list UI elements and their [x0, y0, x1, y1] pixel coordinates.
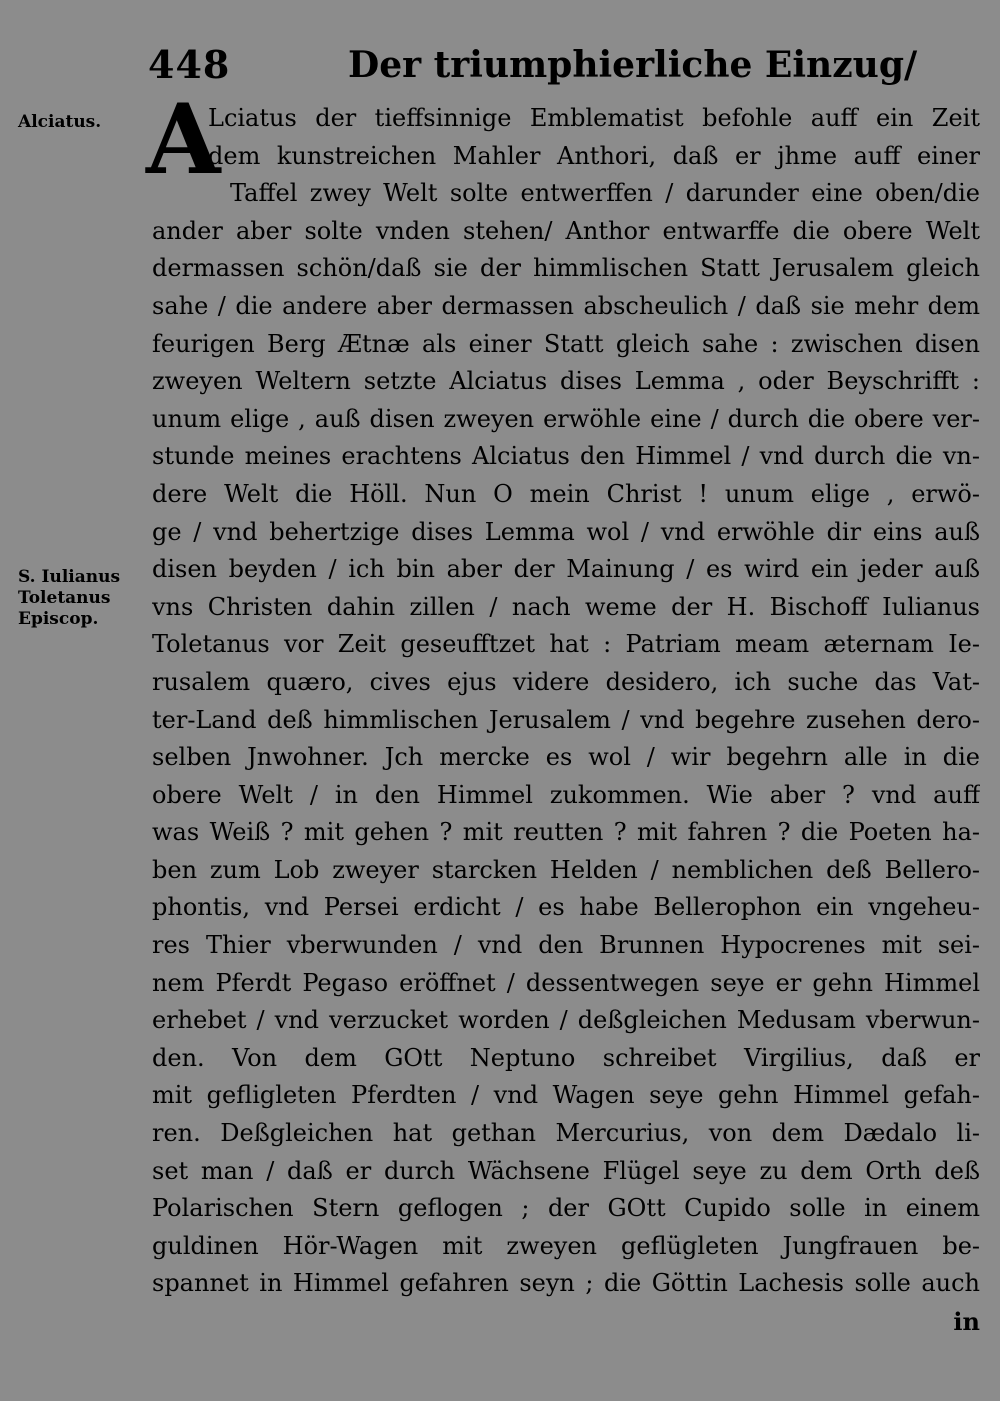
text-line: unum elige , auß disen zweyen erwöhle eine / durch die obere ver- — [152, 404, 980, 433]
text-line: obere Welt / in den Himmel zukommen. Wie aber ? vnd auff — [152, 780, 980, 809]
text-line: ander aber solte vnden stehen/ Anthor entwarffe die obere Welt — [152, 216, 980, 245]
text-line: vns Christen dahin zillen / nach weme der H. Bischoff Iulianus — [152, 592, 980, 621]
text-line: guldinen Hör-Wagen mit zweyen geflügleten Jungfrauen be- — [152, 1231, 980, 1260]
margin-note-iulianus — [18, 567, 120, 630]
text-line: Toletanus vor Zeit geseufftzet hat : Patriam meam æternam Ie- — [152, 630, 980, 659]
text-line: dere Welt die Höll. Nun O mein Christ ! unum elige , erwö- — [152, 479, 980, 508]
text-line: set man / daß er durch Wächsene Flügel seye zu dem Orth deß — [152, 1156, 980, 1185]
text-line: nem Pferdt Pegaso eröffnet / dessentwegen seye er gehn Himmel — [152, 968, 980, 997]
text-line: Lciatus der tieffsinnige Emblematist befohle auff ein Zeit — [208, 104, 980, 132]
drop-cap: A — [146, 83, 221, 196]
margin-note-line: Toletanus — [18, 588, 111, 608]
text-line: sahe / die andere aber dermassen abscheulich / daß sie mehr dem — [152, 291, 980, 320]
text-line: res Thier vberwunden / vnd den Brunnen Hypocrenes mit sei- — [152, 931, 980, 960]
text-line: erhebet / vnd verzucket worden / deßgleichen Medusam vberwun- — [152, 1006, 980, 1035]
margin-note-alciatus: Alciatus. — [18, 112, 102, 132]
text-line: ben zum Lob zweyer starcken Helden / nemblichen deß Bellero- — [152, 855, 980, 884]
margin-note-line: Episcop. — [18, 609, 99, 629]
body-text — [152, 100, 980, 1341]
text-line: den. Von dem GOtt Neptuno schreibet Virgilius, daß er — [152, 1043, 980, 1072]
text-line: disen beyden / ich bin aber der Mainung / es wird ein jeder auß — [152, 555, 980, 584]
text-line: dem kunstreichen Mahler Anthori, daß er jhme auff einer — [208, 141, 980, 170]
text-line: dermassen schön/daß sie der himmlischen Statt Jerusalem gleich — [152, 254, 980, 283]
margin-note-line: S. Iulianus — [18, 567, 121, 587]
text-line: spannet in Himmel gefahren seyn ; die Göttin Lachesis solle auch — [152, 1269, 980, 1298]
page-number: 448 — [148, 42, 231, 87]
text-line: selben Jnwohner. Jch mercke es wol / wir begehrn alle in die — [152, 743, 980, 772]
text-line: Polarischen Stern geflogen ; der GOtt Cupido solle in einem — [152, 1194, 980, 1223]
catchword: in — [953, 1307, 980, 1336]
text-line: phontis, vnd Persei erdicht / es habe Bellerophon ein vngeheu- — [152, 893, 980, 922]
running-head: Der triumphierliche Einzug/ — [348, 44, 918, 86]
text-line: mit gefligleten Pferdten / vnd Wagen seye gehn Himmel gefah- — [152, 1081, 980, 1110]
text-line: feurigen Berg Ætnæ als einer Statt gleich sahe : zwischen disen — [152, 329, 980, 358]
text-line: stunde meines erachtens Alciatus den Himmel / vnd durch die vn- — [152, 442, 980, 471]
text-line: rusalem quæro, cives ejus videre desidero, ich suche das Vat- — [152, 667, 980, 696]
text-line: ge / vnd behertzige dises Lemma wol / vnd erwöhle dir eins auß — [152, 517, 980, 546]
text-line: was Weiß ? mit gehen ? mit reutten ? mit fahren ? die Poeten ha- — [152, 818, 980, 847]
text-line: Taffel zwey Welt solte entwerffen / darunder eine oben/die — [230, 179, 980, 208]
text-line: ren. Deßgleichen hat gethan Mercurius, von dem Dædalo li- — [152, 1119, 980, 1148]
text-line: ter-Land deß himmlischen Jerusalem / vnd begehre zusehen dero- — [152, 705, 980, 734]
text-line: zweyen Weltern setzte Alciatus dises Lemma , oder Beyschrifft : — [152, 367, 980, 396]
